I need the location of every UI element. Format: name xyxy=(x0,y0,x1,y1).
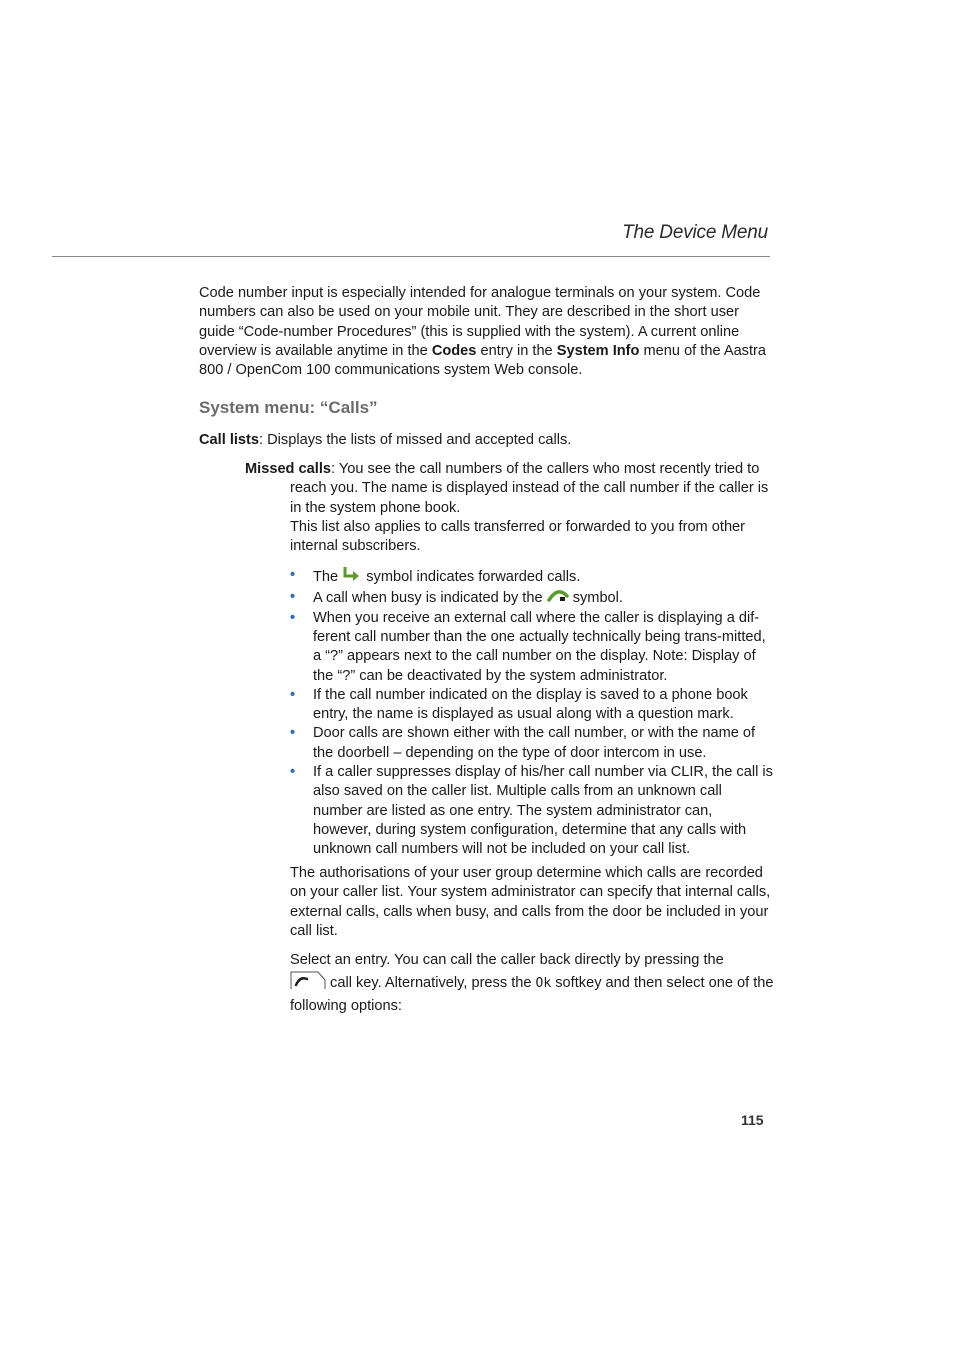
missed-calls-text: : You see the call numbers of the callers who most recently tried to xyxy=(331,461,760,477)
missed-calls-continuation-2: This list also applies to calls transferred or forwarded to you from other internal subscribers. xyxy=(290,518,746,555)
missed-calls-paragraph xyxy=(245,460,774,556)
call-lists-paragraph xyxy=(199,431,774,450)
codes-term: Codes xyxy=(431,342,477,359)
select-entry-paragraph: Select an entry. You can call the caller back directly by pressing the call key. Alternatively, press the Ok softkey and then select one of the following options: xyxy=(290,952,774,1014)
page-header-title: The Device Menu xyxy=(622,222,768,243)
call-key-icon xyxy=(290,970,326,996)
intro-text-3: menu of the Aastra 800 / OpenCom 100 communications system Web console. xyxy=(199,342,767,379)
missed-calls-term: Missed calls xyxy=(245,461,331,477)
list-item: • A call when busy is indicated by the symbol. xyxy=(290,588,774,608)
list-item: • If the call number indicated on the display is saved to a phone book entry, the name is displayed as usual along with a question mark. xyxy=(290,686,748,723)
missed-calls-bullet-list xyxy=(290,566,774,859)
intro-text-2: entry in the xyxy=(476,342,557,359)
intro-text-1: Code number input is especially intended for analogue terminals on your system. Code numbers can also be used on your mobile unit. They are described in the short user guide “Code-number Procedures” (this is supplied with the system). A current online overview is available anytime in the xyxy=(199,285,761,359)
list-item: • The symbol indicates forwarded calls. xyxy=(290,566,774,588)
system-info-term: System Info xyxy=(556,342,640,359)
section-heading: System menu: “Calls” xyxy=(199,398,378,417)
list-item: • Door calls are shown either with the call number, or with the name of the doorbell – depending on the type of door intercom in use. xyxy=(290,725,756,761)
busy-handset-icon xyxy=(547,588,569,608)
ok-softkey-label: Ok xyxy=(535,976,552,992)
page-number: 115 xyxy=(741,1112,764,1128)
list-item: • If a caller suppresses display of his/her call number via CLIR, the call is also saved on the caller list. Multiple calls from an unknown call number are listed as one entry. The system administrator can, however, during system configuration, determine that any calls with unknown call numbers will not be included on your call list. xyxy=(290,763,773,858)
call-lists-text: : Displays the lists of missed and accepted calls. xyxy=(259,432,572,448)
missed-calls-continuation: reach you. The name is displayed instead of the call number if the caller is in the system phone book. xyxy=(290,480,769,516)
call-lists-term: Call lists xyxy=(199,432,260,448)
authorisations-paragraph: The authorisations of your user group determine which calls are recorded on your caller list. Your system administrator can specify that internal calls, external calls, calls when busy, and calls from the door be included in your call list. xyxy=(290,865,771,939)
intro-paragraph xyxy=(199,284,774,380)
forward-arrow-icon xyxy=(342,566,362,588)
list-item: • When you receive an external call where the caller is displaying a dif-ferent call number than the one actually technically being trans-mitted, a “?” appears next to the call number on the display. Note: Display of the “?” can be deactivated by the system administrator. xyxy=(290,609,766,684)
header-divider xyxy=(52,256,770,257)
